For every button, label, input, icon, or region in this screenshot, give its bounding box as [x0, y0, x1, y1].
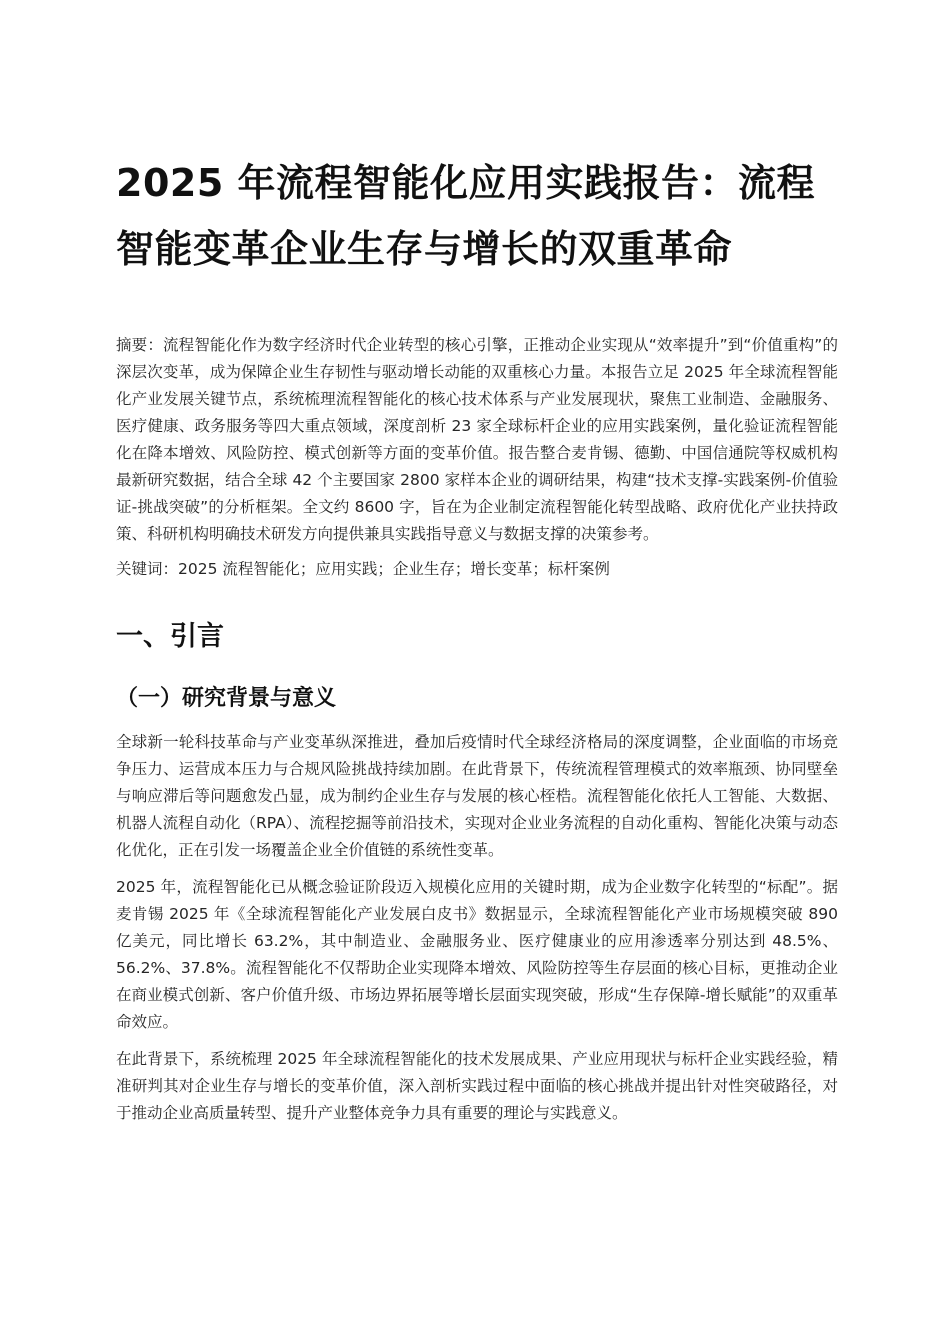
subsection-heading-background: （一）研究背景与意义	[116, 686, 337, 711]
body-paragraph: 全球新一轮科技革命与产业变革纵深推进，叠加后疫情时代全球经济格局的深度调整，企业面临的市场竞争压力、运营成本压力与合规风险挑战持续加剧。在此背景下，传统流程管理模式的效率瓶颈、协同壁垒与响应滞后等问题愈发凸显，成为制约企业生存与发展的核心桎梏。流程智能化依托人工智能、大数据、机器人流程自动化（RPA）、流程挖掘等前沿技术，实现对企业业务流程的自动化重构、智能化决策与动态化优化，正在引发一场覆盖企业全价值链的系统性变革。	[116, 733, 838, 859]
section-heading-introduction: 一、引言	[116, 621, 224, 652]
body-paragraph: 在此背景下，系统梳理 2025 年全球流程智能化的技术发展成果、产业应用现状与标杆企业实践经验，精准研判其对企业生存与增长的变革价值，深入剖析实践过程中面临的核心挑战并提出针对性突破路径，对于推动企业高质量转型、提升产业整体竞争力具有重要的理论与实践意义。	[116, 1050, 838, 1122]
abstract-paragraph: 摘要：流程智能化作为数字经济时代企业转型的核心引擎，正推动企业实现从“效率提升”到“价值重构”的深层次变革，成为保障企业生存韧性与驱动增长动能的双重核心力量。本报告立足 2025 年全球流程智能化产业发展关键节点，系统梳理流程智能化的核心技术体系与产业发展现状，聚焦工业制造、金融服务、医疗健康、政务服务等四大重点领域，深度剖析 23 家全球标杆企业的应用实践案例，量化验证流程智能化在降本增效、风险防控、模式创新等方面的变革价值。报告整合麦肯锡、德勤、中国信通院等权威机构最新研究数据，结合全球 42 个主要国家 2800 家样本企业的调研结果，构建“技术支撑-实践案例-价值验证-挑战突破”的分析框架。全文约 8600 字，旨在为企业制定流程智能化转型战略、政府优化产业扶持政策、科研机构明确技术研发方向提供兼具实践指导意义与数据支撑的决策参考。	[116, 336, 838, 543]
document-title: 2025 年流程智能化应用实践报告：流程智能变革企业生存与增长的双重革命	[116, 161, 815, 271]
body-paragraph: 2025 年，流程智能化已从概念验证阶段迈入规模化应用的关键时期，成为企业数字化转型的“标配”。据麦肯锡 2025 年《全球流程智能化产业发展白皮书》数据显示，全球流程智能化产业市场规模突破 890 亿美元，同比增长 63.2%，其中制造业、金融服务业、医疗健康业的应用渗透率分别达到 48.5%、56.2%、37.8%。流程智能化不仅帮助企业实现降本增效、风险防控等生存层面的核心目标，更推动企业在商业模式创新、客户价值升级、市场边界拓展等增长层面实现突破，形成“生存保障-增长赋能”的双重革命效应。	[116, 878, 838, 1031]
keywords-line: 关键词：2025 流程智能化；应用实践；企业生存；增长变革；标杆案例	[116, 560, 610, 578]
document-content	[116, 150, 838, 1127]
